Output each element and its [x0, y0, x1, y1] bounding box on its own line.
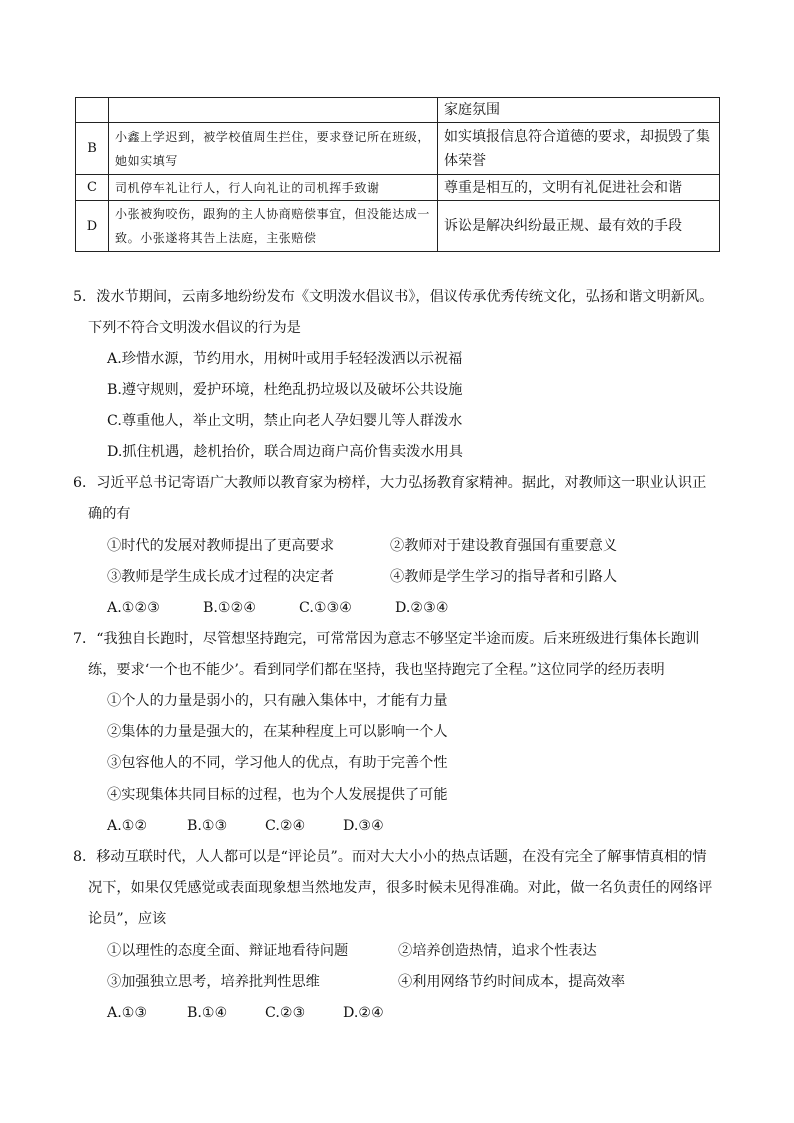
q5-stem-line-2: 下列不符合文明泼水倡议的行为是	[88, 320, 301, 336]
q7-stem-line-1: 7．“我独自长跑时，尽管想坚持跑完，可常常因为意志不够坚定半途而废。后来班级进行集体长跑训	[73, 631, 700, 647]
analysis-cell: 如实填报信息符合道德的要求，却损毁了集体荣誉	[438, 123, 720, 175]
table-row	[76, 175, 720, 201]
q8-choice-a: A.①③	[107, 1005, 148, 1021]
q5-stem-line-1: 5．泼水节期间，云南多地纷纷发布《文明泼水倡议书》，倡议传承优秀传统文化，弘扬和谐文明新风。	[73, 289, 714, 305]
case-cell: 司机停车礼让行人，行人向礼让的司机挥手致谢	[109, 175, 438, 201]
q6-statement-1: ①时代的发展对教师提出了更高要求	[107, 538, 335, 554]
q8-stem-line-1: 8．移动互联时代，人人都可以是“评论员”。而对大大小小的热点话题，在没有完全了解事情真相的情	[73, 849, 707, 865]
q6-choice-c: C.①③④	[299, 600, 353, 616]
q6-statement-3: ③教师是学生成长成才过程的决定者	[107, 569, 335, 585]
q6-choice-a: A.①②③	[107, 600, 160, 616]
q7-choice-c: C.②④	[265, 818, 306, 834]
q7-choice-b: B.①③	[187, 818, 228, 834]
analysis-cell: 家庭氛围	[438, 98, 720, 123]
q7-statement-2: ②集体的力量是强大的，在某种程度上可以影响一个人	[107, 724, 448, 740]
q7-choice-a: A.①②	[107, 818, 148, 834]
q8-choice-c: C.②③	[265, 1005, 306, 1021]
q6-statement-2: ②教师对于建设教育强国有重要意义	[390, 538, 618, 554]
q7-statement-4: ④实现集体共同目标的过程，也为个人发展提供了可能	[107, 787, 448, 803]
q8-choice-d: D.②④	[343, 1005, 384, 1021]
option-letter-cell: C	[76, 175, 109, 201]
q8-statement-3: ③加强独立思考，培养批判性思维	[107, 974, 320, 990]
q6-stem-line-2: 确的有	[88, 506, 131, 522]
q8-statement-2: ②培养创造热情，追求个性表达	[398, 943, 597, 959]
case-cell: 小张被狗咬伤，跟狗的主人协商赔偿事宜，但没能达成一致。小张遂将其告上法庭，主张赔偿	[109, 201, 438, 252]
analysis-cell: 诉讼是解决纠纷最正规、最有效的手段	[438, 201, 720, 252]
q8-stem-line-3: 论员”，应该	[88, 911, 167, 927]
q5-option-b: B.遵守规则，爱护环境，杜绝乱扔垃圾以及破坏公共设施	[107, 382, 463, 398]
table-row	[76, 123, 720, 175]
case-cell	[109, 98, 438, 123]
q6-statement-4: ④教师是学生学习的指导者和引路人	[390, 569, 618, 585]
q5-option-a: A.珍惜水源，节约用水，用树叶或用手轻轻泼洒以示祝福	[107, 351, 463, 367]
option-letter-cell	[76, 98, 109, 123]
q6-choice-d: D.②③④	[395, 600, 449, 616]
q8-choice-b: B.①④	[187, 1005, 228, 1021]
table-row	[76, 201, 720, 252]
q8-stem-line-2: 况下，如果仅凭感觉或表面现象想当然地发声，很多时候未见得准确。对此，做一名负责任的网络评	[88, 880, 713, 896]
option-letter-cell: B	[76, 123, 109, 175]
q8-statement-1: ①以理性的态度全面、辩证地看待问题	[107, 943, 349, 959]
q6-stem-line-1: 6．习近平总书记寄语广大教师以教育家为榜样，大力弘扬教育家精神。据此，对教师这一职业认识正	[73, 475, 707, 491]
q5-option-c: C.尊重他人，举止文明，禁止向老人孕妇婴儿等人群泼水	[107, 413, 463, 429]
q5-option-d: D.抓住机遇，趁机抬价，联合周边商户高价售卖泼水用具	[107, 444, 463, 460]
q8-statement-4: ④利用网络节约时间成本，提高效率	[398, 974, 626, 990]
case-cell: 小鑫上学迟到，被学校值周生拦住，要求登记所在班级，她如实填写	[109, 123, 438, 175]
case-analysis-table	[75, 97, 720, 252]
q7-stem-line-2: 练，要求‘一个也不能少’。看到同学们都在坚持，我也坚持跑完了全程。”这位同学的经历表明	[88, 662, 665, 678]
table-row	[76, 98, 720, 123]
option-letter-cell: D	[76, 201, 109, 252]
q7-choice-d: D.③④	[343, 818, 384, 834]
q7-statement-1: ①个人的力量是弱小的，只有融入集体中，才能有力量	[107, 693, 448, 709]
q6-choice-b: B.①②④	[203, 600, 257, 616]
q7-statement-3: ③包容他人的不同，学习他人的优点，有助于完善个性	[107, 755, 448, 771]
analysis-cell: 尊重是相互的，文明有礼促进社会和谐	[438, 175, 720, 201]
